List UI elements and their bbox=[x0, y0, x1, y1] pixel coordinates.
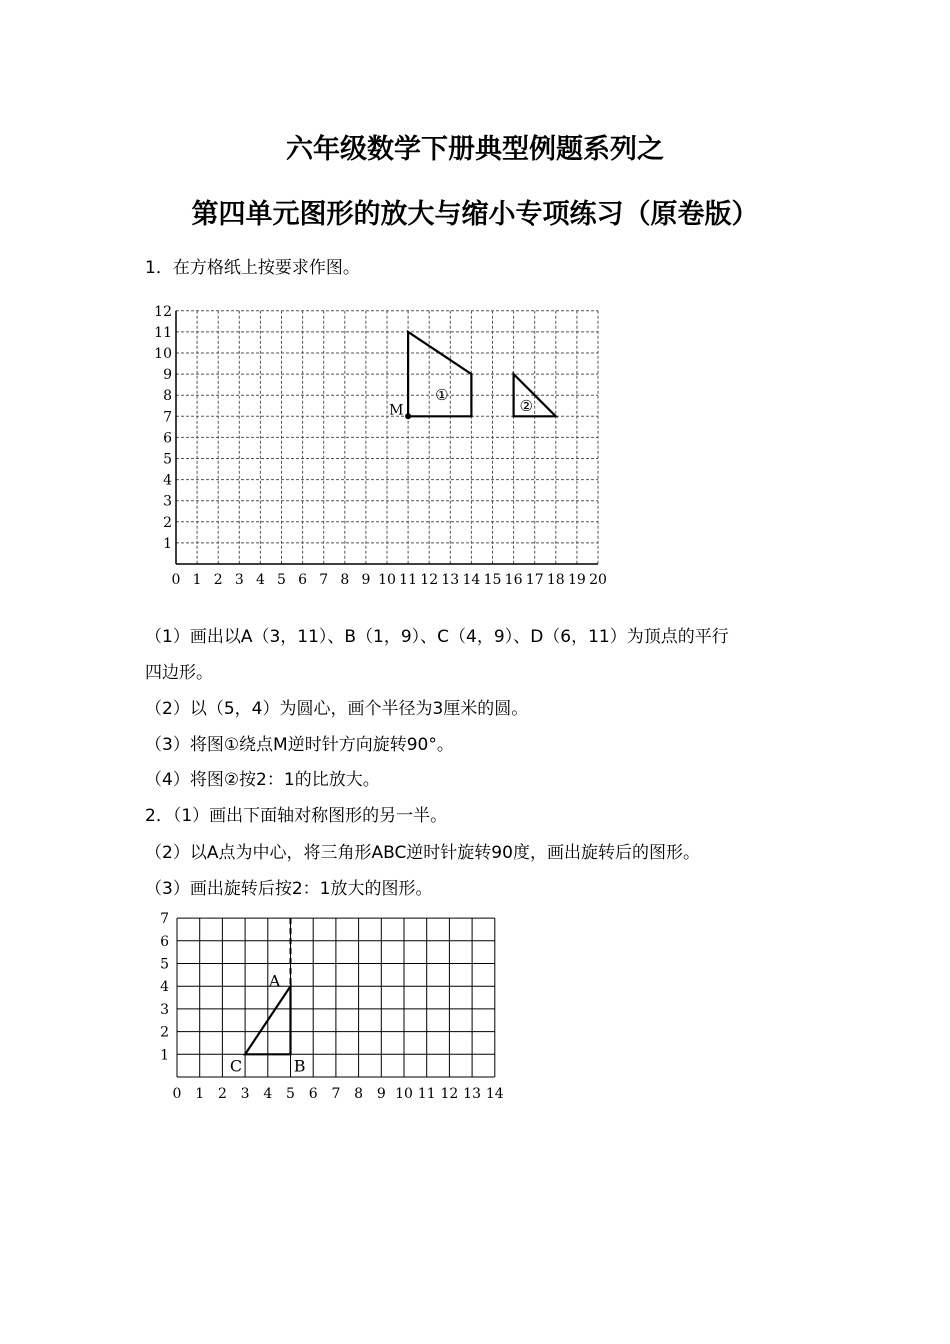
x-tick: 6 bbox=[308, 1086, 318, 1102]
question-1-part-2: （2）以（5，4）为圆心，画个半径为3厘米的圆。 bbox=[145, 699, 529, 719]
x-tick: 8 bbox=[340, 572, 350, 588]
x-tick: 2 bbox=[213, 572, 223, 588]
y-tick: 3 bbox=[160, 1001, 169, 1018]
y-tick-labels bbox=[160, 911, 169, 1063]
question-1-stem: 1．在方格纸上按要求作图。 bbox=[145, 258, 360, 278]
x-tick: 10 bbox=[395, 1086, 413, 1102]
x-tick: 18 bbox=[546, 572, 565, 588]
question-1-part-4: （4）将图②按2：1的比放大。 bbox=[145, 770, 380, 790]
x-tick: 11 bbox=[399, 572, 418, 588]
x-tick: 6 bbox=[298, 572, 308, 588]
y-tick: 1 bbox=[160, 1047, 169, 1064]
y-tick: 7 bbox=[160, 911, 169, 928]
y-tick: 5 bbox=[160, 956, 169, 973]
grid-lines bbox=[176, 311, 598, 564]
x-tick-labels bbox=[172, 572, 607, 588]
y-tick-labels bbox=[154, 304, 172, 552]
y-tick: 4 bbox=[163, 472, 172, 489]
x-tick: 5 bbox=[277, 572, 286, 588]
x-tick: 10 bbox=[378, 572, 396, 588]
question-1-part-3: （3）将图①绕点M逆时针方向旋转90°。 bbox=[145, 735, 454, 755]
x-tick-labels bbox=[173, 1086, 504, 1102]
x-tick: 13 bbox=[441, 572, 460, 588]
x-tick: 12 bbox=[440, 1086, 459, 1102]
x-tick: 9 bbox=[376, 1086, 386, 1102]
x-tick: 5 bbox=[286, 1086, 295, 1102]
x-tick: 3 bbox=[240, 1086, 250, 1102]
y-tick: 12 bbox=[154, 303, 172, 320]
x-tick: 4 bbox=[263, 1086, 273, 1102]
question-2-part-1: 2．（1）画出下面轴对称图形的另一半。 bbox=[145, 806, 448, 826]
x-tick: 2 bbox=[217, 1086, 227, 1102]
shape-2-label: ② bbox=[519, 396, 533, 415]
y-tick: 5 bbox=[163, 451, 172, 468]
y-tick: 2 bbox=[163, 514, 172, 531]
y-tick: 6 bbox=[160, 933, 169, 950]
y-tick: 6 bbox=[163, 430, 172, 447]
y-tick: 10 bbox=[154, 346, 172, 362]
x-tick: 0 bbox=[172, 1086, 182, 1102]
x-tick: 7 bbox=[319, 572, 329, 588]
x-tick: 9 bbox=[361, 572, 371, 588]
grid-figure-1 bbox=[140, 288, 620, 588]
y-tick: 3 bbox=[163, 493, 172, 510]
x-tick: 1 bbox=[192, 572, 202, 588]
question-2-part-2: （2）以A点为中心，将三角形ABC逆时针旋转90度，画出旋转后的图形。 bbox=[145, 843, 700, 863]
grid-lines bbox=[177, 918, 495, 1077]
y-tick: 1 bbox=[163, 535, 172, 552]
point-c-label: C bbox=[229, 1056, 243, 1076]
question-1-part-1b: 四边形。 bbox=[145, 663, 213, 683]
x-tick: 8 bbox=[354, 1086, 364, 1102]
x-tick: 14 bbox=[485, 1086, 504, 1102]
point-b-label: B bbox=[293, 1056, 306, 1076]
y-tick: 11 bbox=[154, 324, 172, 341]
question-2-part-3: （3）画出旋转后按2：1放大的图形。 bbox=[145, 879, 433, 899]
y-tick: 8 bbox=[163, 388, 172, 405]
y-tick: 9 bbox=[163, 367, 172, 384]
x-tick: 17 bbox=[525, 572, 544, 588]
x-tick: 7 bbox=[331, 1086, 341, 1102]
x-tick: 19 bbox=[567, 572, 586, 588]
x-tick: 15 bbox=[483, 572, 502, 588]
x-tick: 0 bbox=[171, 572, 181, 588]
x-tick: 20 bbox=[589, 572, 607, 588]
x-tick: 11 bbox=[417, 1086, 436, 1102]
point-m-label: M bbox=[389, 402, 404, 419]
x-tick: 4 bbox=[255, 572, 265, 588]
question-1-part-1a: （1）画出以A（3，11）、B（1，9）、C（4，9）、D（6，11）为顶点的平行 bbox=[145, 627, 729, 647]
x-tick: 3 bbox=[234, 572, 244, 588]
shape-1-label: ① bbox=[435, 386, 449, 405]
x-tick: 14 bbox=[462, 572, 481, 588]
y-tick: 2 bbox=[160, 1024, 169, 1041]
x-tick: 12 bbox=[420, 572, 439, 588]
x-tick: 13 bbox=[463, 1086, 482, 1102]
x-tick: 1 bbox=[195, 1086, 205, 1102]
y-tick: 4 bbox=[160, 979, 169, 996]
grid-figure-2 bbox=[150, 905, 520, 1115]
page-title-line2: 第四单元图形的放大与缩小专项练习（原卷版） bbox=[191, 199, 759, 230]
page-title-line1: 六年级数学下册典型例题系列之 bbox=[286, 134, 664, 165]
point-m-dot bbox=[405, 413, 411, 419]
x-tick: 16 bbox=[504, 572, 523, 588]
y-tick: 7 bbox=[163, 409, 172, 426]
point-a-label: A bbox=[268, 971, 281, 991]
